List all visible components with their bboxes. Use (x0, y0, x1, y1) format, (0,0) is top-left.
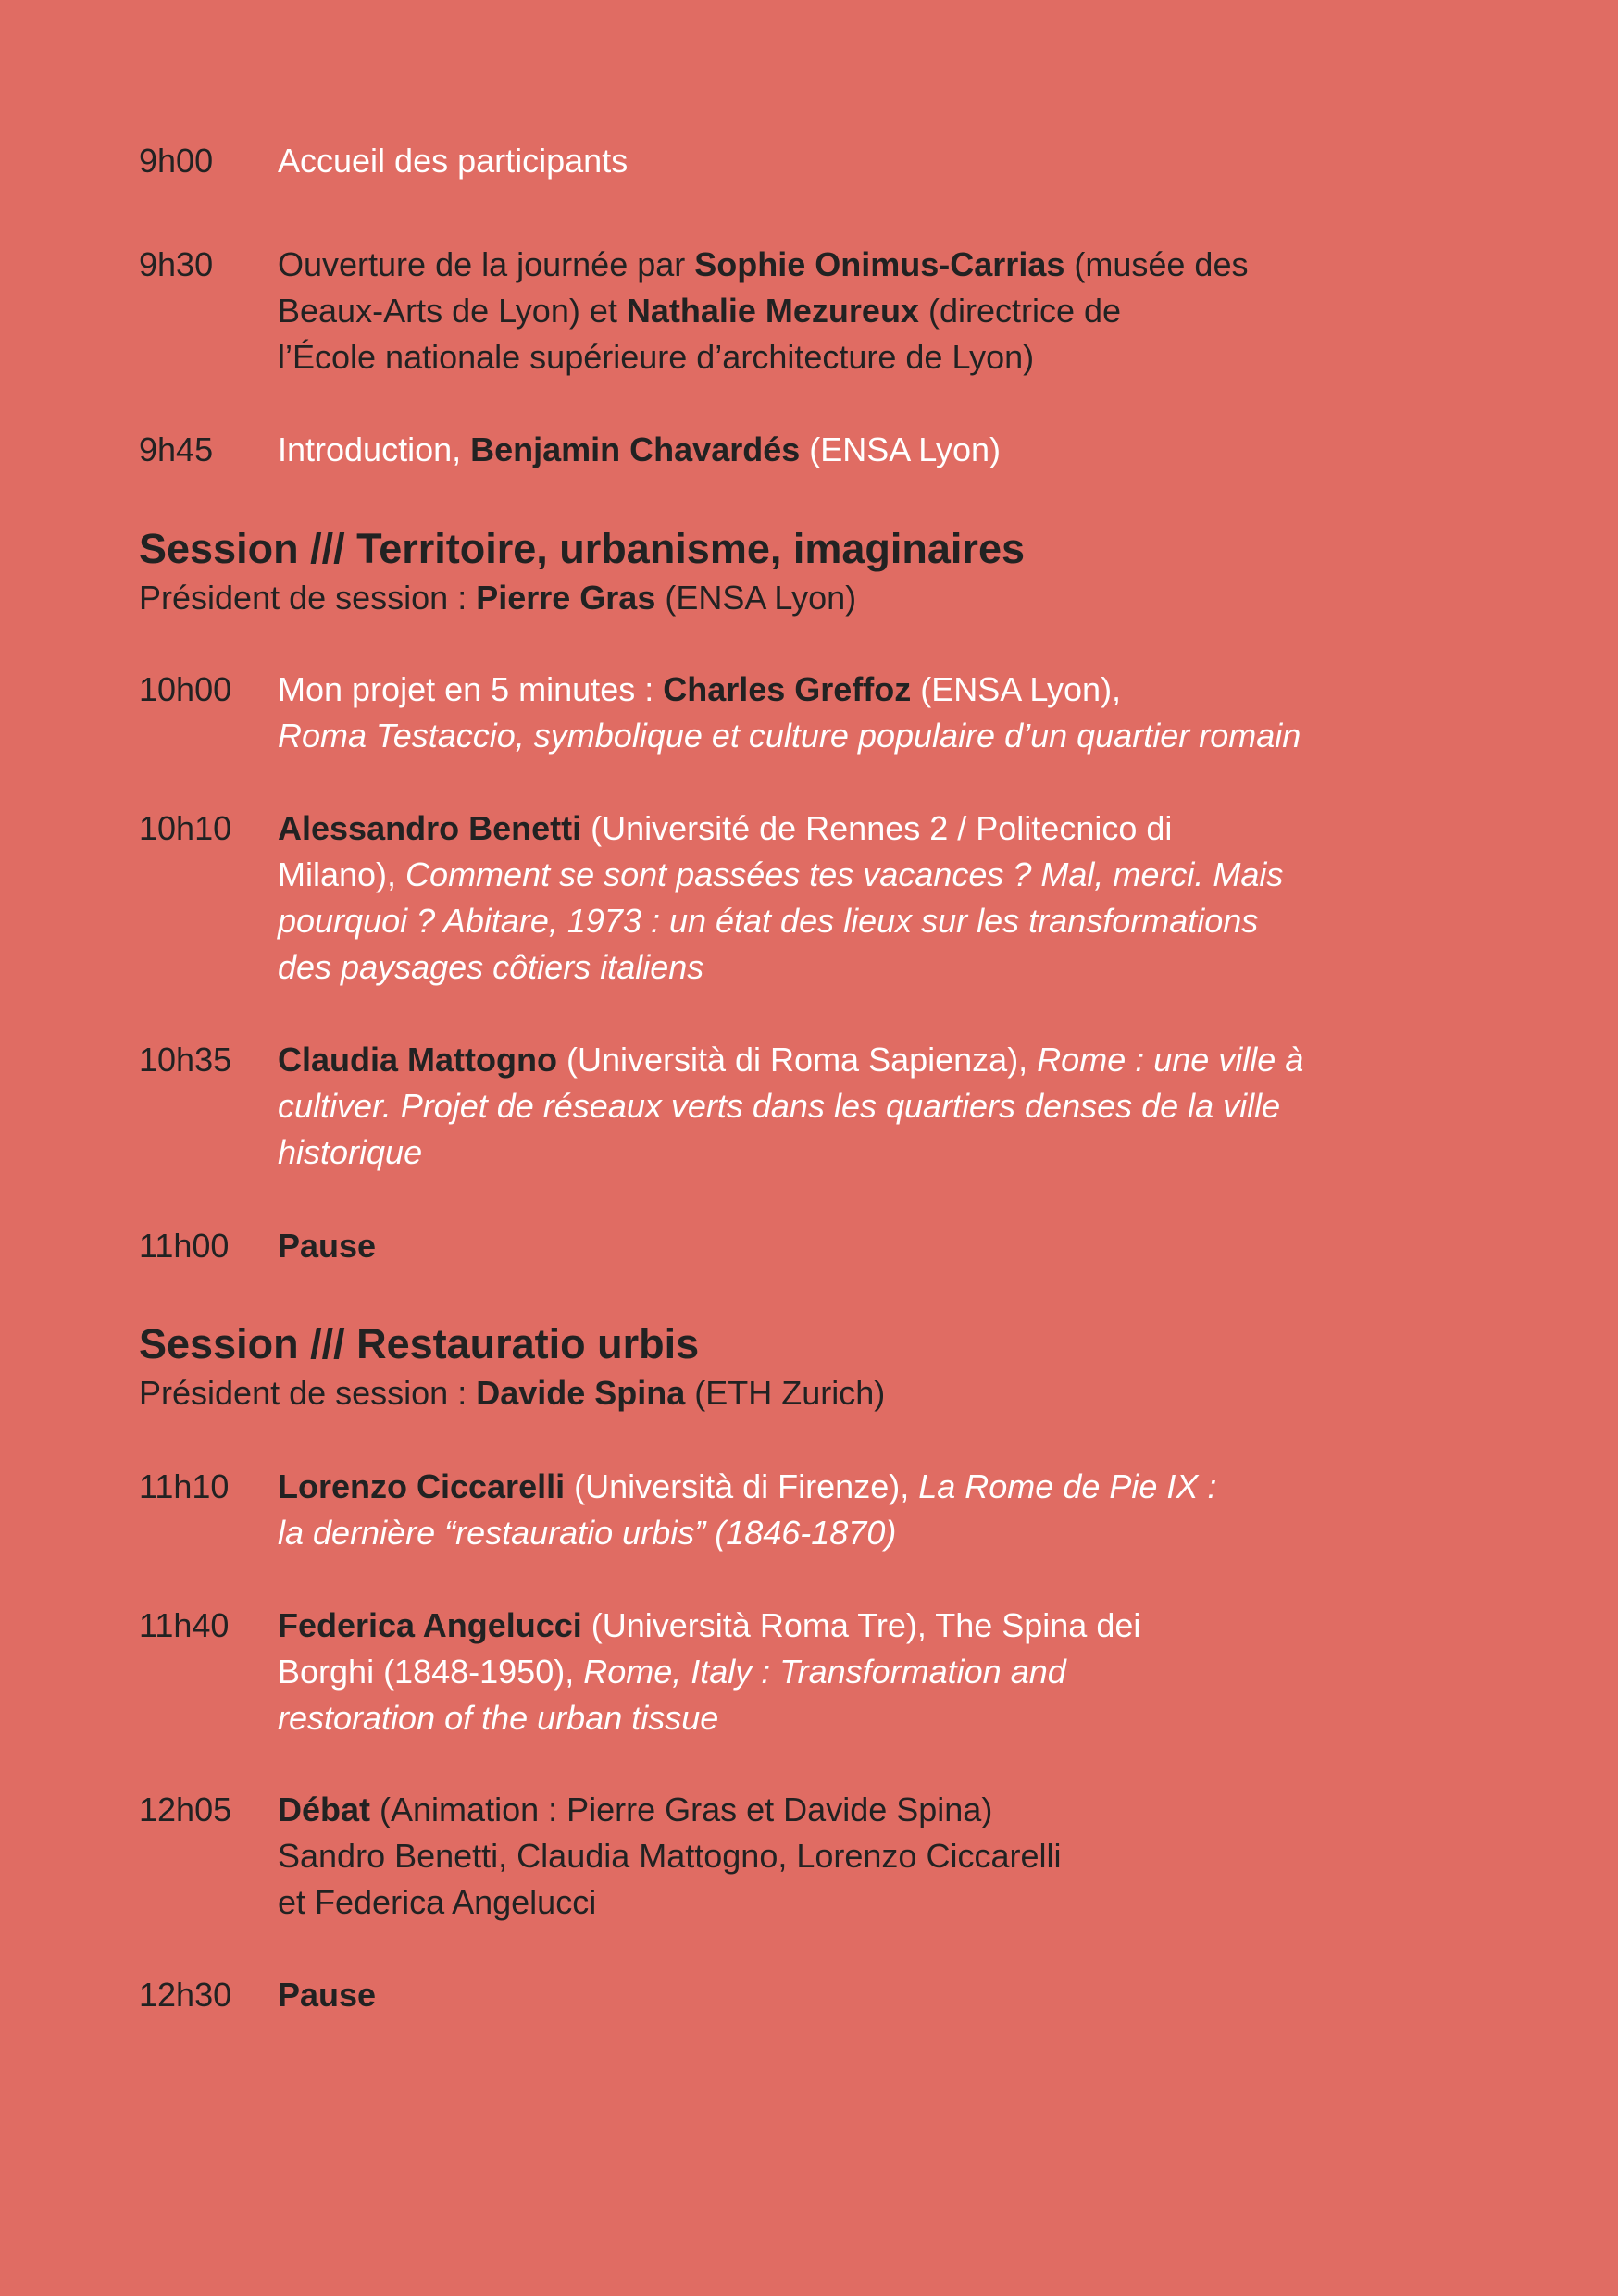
session-header (139, 523, 1025, 621)
text-line (278, 805, 1283, 852)
entry-time: 9h30 (139, 245, 214, 283)
chair-label: Président de session : (139, 1374, 477, 1412)
text-segment: (ENSA Lyon) (800, 430, 1002, 468)
speaker-name: Lorenzo Ciccarelli (278, 1467, 566, 1505)
text-segment: Mon projet en 5 minutes : (278, 670, 664, 708)
text-segment: Beaux-Arts de Lyon) et (278, 292, 627, 330)
talk-title: la dernière “restauratio urbis” (1846-1870) (278, 1514, 897, 1552)
text-line (278, 713, 1301, 759)
talk-title: Roma Testaccio, symbolique et culture populaire d’un quartier romain (278, 717, 1301, 755)
entry-description (278, 1972, 376, 2018)
talk-title: historique (278, 1133, 423, 1171)
entry-description (278, 805, 1283, 991)
text-segment: Accueil des participants (278, 142, 629, 180)
text-segment: (directrice de (918, 292, 1122, 330)
text-segment: Ouverture de la journée par (278, 245, 695, 283)
entry-time: 10h00 (139, 670, 232, 708)
speaker-name: Pause (278, 1976, 377, 2014)
session-title: Session /// Restauratio urbis (139, 1320, 700, 1367)
text-line (278, 1129, 1303, 1176)
speaker-name: Sophie Onimus-Carrias (694, 245, 1065, 283)
talk-title: Rome, Italy : Transformation and (583, 1653, 1066, 1691)
text-segment: Sandro Benetti, Claudia Mattogno, Lorenzo Ciccarelli (278, 1837, 1062, 1875)
text-segment: et Federica Angelucci (278, 1883, 597, 1921)
entry-description (278, 427, 1001, 473)
talk-title: pourquoi ? Abitare, 1973 : un état des lieux sur les transformations (278, 902, 1259, 940)
text-line (278, 1649, 1140, 1695)
talk-title: Comment se sont passées tes vacances ? Mal, merci. Mais (405, 855, 1284, 893)
text-segment: Milano), (278, 855, 406, 893)
entry-time: 9h45 (139, 430, 214, 468)
text-segment: (Università Roma Tre), The Spina dei (581, 1606, 1141, 1644)
chair-affiliation: (ENSA Lyon) (655, 579, 857, 617)
text-segment: Borghi (1848-1950), (278, 1653, 584, 1691)
entry-time: 11h00 (139, 1227, 230, 1265)
session-chair (139, 1370, 885, 1416)
text-line (278, 1695, 1140, 1741)
text-line (278, 288, 1248, 334)
text-line (278, 852, 1283, 898)
speaker-name: Claudia Mattogno (278, 1041, 557, 1079)
speaker-name: Débat (278, 1791, 371, 1828)
text-line (278, 1879, 1061, 1926)
session-title: Session /// Territoire, urbanisme, imaginaires (139, 525, 1025, 572)
speaker-name: Nathalie Mezureux (626, 292, 919, 330)
entry-description (278, 1464, 1216, 1556)
text-line (278, 427, 1001, 473)
text-segment: (musée des (1064, 245, 1249, 283)
text-line (278, 944, 1283, 991)
text-segment: l’École nationale supérieure d’architecture de Lyon) (278, 338, 1035, 376)
text-segment: (Université de Rennes 2 / Politecnico di (581, 809, 1173, 847)
speaker-name: Alessandro Benetti (278, 809, 582, 847)
text-segment: Introduction, (278, 430, 471, 468)
entry-description (278, 1037, 1303, 1176)
text-line (278, 1223, 376, 1269)
chair-affiliation: (ETH Zurich) (685, 1374, 886, 1412)
entry-time: 10h35 (139, 1041, 232, 1079)
session-chair (139, 575, 1025, 621)
text-line (278, 1083, 1303, 1129)
text-line (278, 1510, 1216, 1556)
speaker-name: Pause (278, 1227, 377, 1265)
session-header (139, 1318, 885, 1416)
text-segment: (ENSA Lyon), (911, 670, 1122, 708)
entry-description (278, 1787, 1061, 1926)
talk-title: cultiver. Projet de réseaux verts dans les quartiers denses de la ville (278, 1087, 1281, 1125)
text-line (278, 667, 1301, 713)
talk-title: des paysages côtiers italiens (278, 948, 704, 986)
text-line (278, 1037, 1303, 1083)
speaker-name: Benjamin Chavardés (470, 430, 801, 468)
speaker-name: Charles Greffoz (663, 670, 912, 708)
entry-time: 11h40 (139, 1606, 230, 1644)
entry-time: 12h05 (139, 1791, 232, 1828)
entry-description (278, 138, 628, 184)
entry-description (278, 242, 1248, 381)
entry-description (278, 1223, 376, 1269)
text-segment: (Animation : Pierre Gras et Davide Spina) (370, 1791, 993, 1828)
text-line (278, 1464, 1216, 1510)
text-line (278, 242, 1248, 288)
entry-description (278, 1603, 1140, 1741)
text-line (278, 1972, 376, 2018)
entry-time: 10h10 (139, 809, 232, 847)
text-line (278, 1833, 1061, 1879)
talk-title: La Rome de Pie IX : (918, 1467, 1217, 1505)
text-line (278, 898, 1283, 944)
entry-time: 11h10 (139, 1467, 230, 1505)
text-segment: (Università di Roma Sapienza), (556, 1041, 1038, 1079)
text-segment: (Università di Firenze), (565, 1467, 919, 1505)
talk-title: restoration of the urban tissue (278, 1699, 719, 1737)
text-line (278, 1603, 1140, 1649)
chair-name: Davide Spina (476, 1374, 686, 1412)
chair-name: Pierre Gras (476, 579, 656, 617)
entry-time: 12h30 (139, 1976, 232, 2014)
text-line (278, 1787, 1061, 1833)
text-line (278, 334, 1248, 381)
entry-description (278, 667, 1301, 759)
text-line (278, 138, 628, 184)
entry-time: 9h00 (139, 142, 214, 180)
talk-title: Rome : une ville à (1037, 1041, 1304, 1079)
speaker-name: Federica Angelucci (278, 1606, 582, 1644)
chair-label: Président de session : (139, 579, 477, 617)
